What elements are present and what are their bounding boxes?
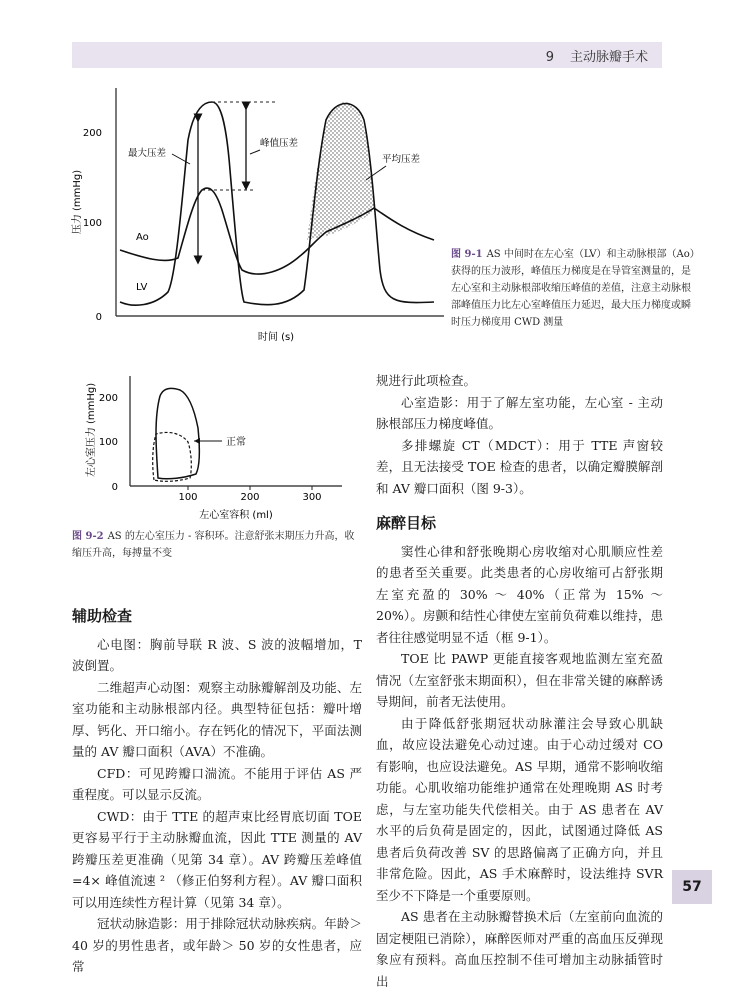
figure-9-1 (64, 80, 454, 350)
chapter-title: 主动脉瓣手术 (569, 50, 648, 65)
paragraph-hypertension: AS 患者在主动脉瓣替换术后（左室前向血流的固定梗阻已消除），麻醉医师对严重的高血压反弹现象应有预料。高血压控制不佳可增加主动脉插管时出 (376, 909, 663, 989)
y-tick-0: 0 (95, 312, 102, 323)
label-mean-gradient: 平均压差 (382, 154, 421, 165)
caption-label: 图 9-1 (451, 249, 483, 260)
y-tick-200: 200 (82, 128, 102, 139)
paragraph-sinus-rhythm: 窦性心律和舒张晚期心房收缩对心肌顺应性差的患者至关重要。此类患者的心房收缩可占舒张期左室充盈的 30% ～ 40%（正常为 15% ～ 20%）。房颤和结性心律使左室前负荷难以维持，患者往往感觉明显不适（框 9-1）。 (376, 543, 663, 645)
section-heading-auxiliary-exams: 辅助检查 (72, 607, 133, 625)
paragraph-toe-vs-pawp: TOE 比 PAWP 更能直接客观地监测左室充盈情况（左室舒张末期面积），但在非常关键的麻醉诱导期间，前者无法使用。 (376, 651, 663, 709)
figure-9-1-caption (451, 246, 697, 331)
x-axis-label: 左心室容积 (ml) (199, 510, 273, 521)
y-axis-label: 压力 (mmHg) (72, 169, 83, 235)
running-header (72, 42, 662, 68)
lv-pressure-curve (120, 102, 434, 305)
caption-label: 图 9-2 (72, 531, 104, 542)
chapter-number: 9 (545, 50, 554, 65)
paragraph-mdct: 多排螺旋 CT（MDCT）：用于 TTE 声窗较差，且无法接受 TOE 检查的患者，以确定瓣膜解剖和 AV 瓣口面积（图 9-3）。 (376, 437, 663, 496)
y-tick-100: 100 (82, 218, 102, 229)
page-number: 57 (672, 870, 712, 904)
paragraph-coronary: 冠状动脉造影：用于排除冠状动脉疾病。年龄＞ 40 岁的男性患者，或年龄＞ 50 岁的女性患者，应常 (72, 916, 362, 974)
label-lv: LV (136, 282, 148, 293)
label-ao: Ao (136, 232, 149, 243)
right-column (376, 370, 663, 992)
ao-pressure-curve (120, 188, 434, 274)
paragraph-2d-echo: 二维超声心动图：观察主动脉瓣解剖及功能、左室功能和主动脉根部内径。典型特征包括：瓣叶增厚、钙化、开口缩小。存在钙化的情况下，平面法测量的 AV 瓣口面积（AVA）不准确。 (72, 679, 362, 759)
section-heading-anesthesia-goals: 麻醉目标 (376, 514, 437, 532)
figure-9-2 (64, 368, 354, 524)
paragraph-cwd: CWD：由于 TTE 的超声束比经胃底切面 TOE 更容易平行于主动脉瓣血流，因此 TTE 测量的 AV 跨瓣压差更准确（见第 34 章）。AV 跨瓣压差峰值 =4× 峰值流速 ² （修正伯努利方程）。AV 瓣口面积可以用连续性方程计算（见第 34 章）。 (72, 808, 362, 910)
x-tick-200: 200 (240, 492, 260, 503)
left-column (72, 592, 362, 978)
x-tick-100: 100 (178, 492, 198, 503)
paragraph-ventriculography: 心室造影：用于了解左室功能，左心室 - 主动脉根部压力梯度峰值。 (376, 394, 663, 431)
paragraph-tachycardia: 由于降低舒张期冠状动脉灌注会导致心肌缺血，故应设法避免心动过速。由于心动过缓对 CO 有影响，也应设法避免。AS 早期，通常不影响收缩功能。心肌收缩功能维护通常在处理晚期 AS 时考虑，与左室功能失代偿相关。由于 AS 患者在 AV 水平的后负荷是固定的，因此，试图通过降低 AS 患者后负荷改善 SV 的思路偏离了正确方向，并且非常危险。因此，AS 手术麻醉时，设法维持 SVR 至少不下降是一个重要原则。 (376, 715, 663, 903)
as-pv-loop (156, 388, 199, 478)
y-tick-100: 100 (98, 437, 118, 448)
label-max-gradient: 最大压差 (128, 148, 167, 159)
y-tick-0: 0 (111, 482, 118, 493)
label-peak-gradient: 峰值压差 (260, 138, 299, 149)
paragraph-cfd: CFD：可见跨瓣口湍流。不能用于评估 AS 严重程度。可以显示反流。 (72, 765, 362, 802)
paragraph-ecg: 心电图：胸前导联 R 波、S 波的波幅增加，T 波倒置。 (72, 636, 362, 673)
figure-9-2-caption (72, 528, 362, 562)
label-normal: 正常 (226, 437, 246, 448)
caption-text: AS 的左心室压力 - 容积环。注意舒张末期压力升高，收缩压升高，每搏量不变 (72, 531, 355, 559)
x-axis-label: 时间 (s) (257, 332, 295, 343)
y-tick-200: 200 (98, 393, 118, 404)
caption-text: AS 中间时在左心室（LV）和主动脉根部（Ao）获得的压力波形，峰值压力梯度是在导管室测量的，是左心室和主动脉根部收缩压峰值的差值，注意主动脉根部峰值压力比左心室峰值压力延迟，最大压力梯度或瞬时压力梯度用 CWD 测量 (451, 249, 695, 328)
paragraph-continuation: 规进行此项检查。 (376, 373, 477, 388)
x-tick-300: 300 (302, 492, 322, 503)
y-axis-label: 左心室压力 (mmHg) (86, 382, 97, 478)
header-text (546, 46, 648, 65)
